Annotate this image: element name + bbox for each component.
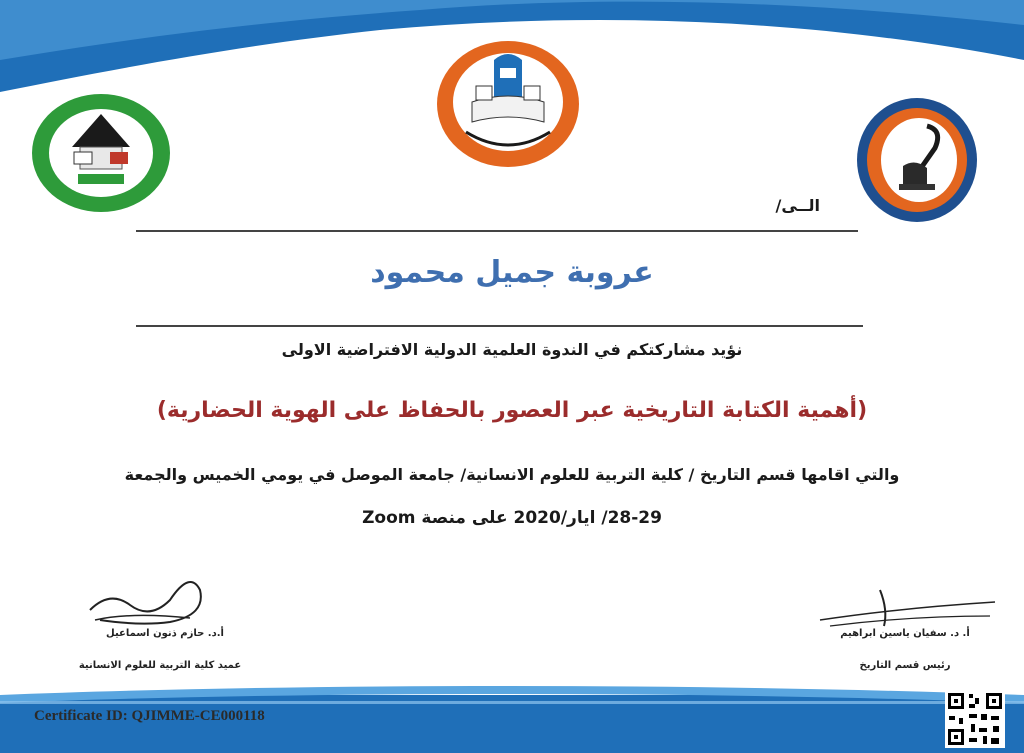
department-seal-logo <box>855 96 979 224</box>
certificate-id: Certificate ID: QJIMME-CE000118 <box>34 708 265 724</box>
right-signatory-title: رئيس قسم التاريخ <box>859 660 951 671</box>
recipient-name: عروبة جميل محمود <box>370 255 654 290</box>
right-signatory-name: أ. د. سفيان ياسين ابراهيم <box>840 628 970 639</box>
university-seal-logo <box>436 40 580 168</box>
to-label: الــى/ <box>775 196 820 215</box>
intro-line: نؤيد مشاركتكم في الندوة العلمية الدولية الافتراضية الاولى <box>281 340 743 359</box>
seminar-title: (أهمية الكتابة التاريخية عبر العصور بالحفاظ على الهوية الحضارية) <box>156 398 868 423</box>
date-line: 28-29/ ايار/2020 على منصة Zoom <box>362 508 662 528</box>
top-rule <box>136 230 858 232</box>
college-seal-logo <box>30 92 172 214</box>
left-signatory-title: عميد كلية التربية للعلوم الانسانية <box>78 660 242 671</box>
organizer-line: والتي اقامها قسم التاريخ / كلية التربية للعلوم الانسانية/ جامعة الموصل في يومي الخميس والجمعة <box>124 465 900 484</box>
name-rule <box>136 325 863 327</box>
left-signatory-name: أ.د. حازم ذنون اسماعيل <box>106 628 224 639</box>
qr-code-icon <box>945 690 1005 748</box>
